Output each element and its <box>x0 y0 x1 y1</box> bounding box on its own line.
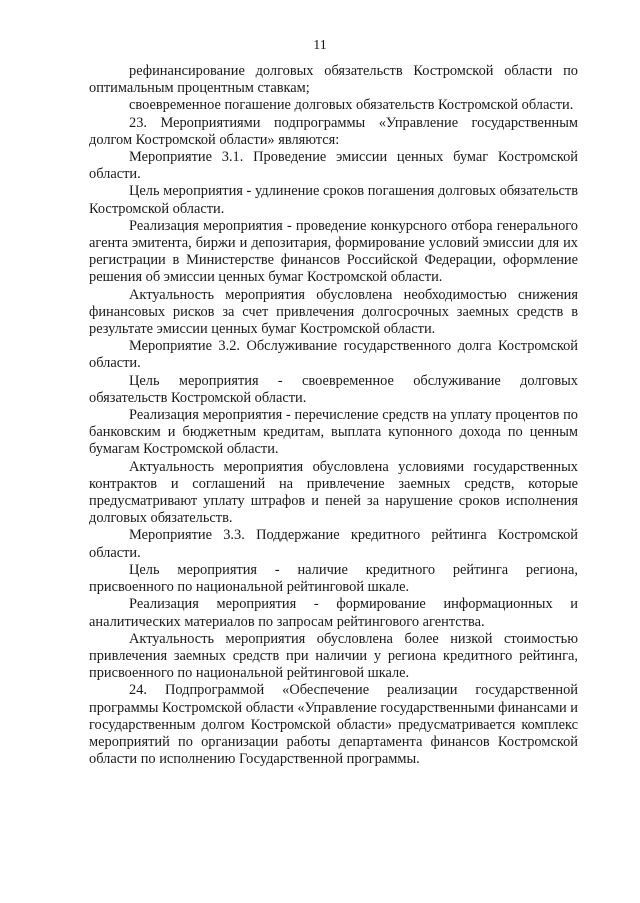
paragraph-measure-3-2: Мероприятие 3.2. Обслуживание государственного долга Костромской области. <box>89 338 578 372</box>
paragraph-measure-3-3-relevance: Актуальность мероприятия обусловлена более низкой стоимостью привлечения заемных средств при наличии у региона кредитного рейтинга, присвоенного по национальной рейтинговой шкале. <box>89 630 578 682</box>
document-body <box>89 63 578 768</box>
paragraph-measure-3-1-relevance: Актуальность мероприятия обусловлена необходимостью снижения финансовых рисков за счет привлечения долгосрочных заемных средств в результате эмиссии ценных бумаг Костромской области. <box>89 286 578 338</box>
paragraph-measure-3-1-goal: Цель мероприятия - удлинение сроков погашения долговых обязательств Костромской области. <box>89 183 578 217</box>
paragraph-measure-3-2-implementation: Реализация мероприятия - перечисление средств на уплату процентов по банковским и бюджетным кредитам, выплата купонного дохода по ценным бумагам Костромской области. <box>89 407 578 458</box>
paragraph-refinancing: рефинансирование долговых обязательств Костромской области по оптимальным процентным ставкам; <box>89 63 578 97</box>
paragraph-measure-3-2-goal: Цель мероприятия - своевременное обслуживание долговых обязательств Костромской области. <box>89 372 578 406</box>
page-number: 11 <box>313 38 327 53</box>
paragraph-measure-3-1-implementation: Реализация мероприятия - проведение конкурсного отбора генерального агента эмитента, биржи и депозитария, формирование условий эмиссии для их регистрации в Министерстве финансов Российской Федерации, оформление решения об эмиссии ценных бумаг Костромской области. <box>89 217 578 286</box>
paragraph-item-24: 24. Подпрограммой «Обеспечение реализации государственной программы Костромской области «Управление государственными финансами и государственным долгом Костромской области» предусматривается комплекс мероприятий по организации работы департамента финансов Костромской области по исполнению Государственной программы. <box>89 682 578 768</box>
paragraph-timely-repayment: своевременное погашение долговых обязательств Костромской области. <box>129 97 574 114</box>
paragraph-measure-3-3-goal: Цель мероприятия - наличие кредитного рейтинга региона, присвоенного по национальной рейтинговой шкале. <box>89 561 578 596</box>
paragraph-measure-3-2-relevance: Актуальность мероприятия обусловлена условиями государственных контрактов и соглашений на привлечение заемных средств, которые предусматривают уплату штрафов и пеней за нарушение сроков исполнения долговых обязательств. <box>89 458 578 527</box>
paragraph-measure-3-1: Мероприятие 3.1. Проведение эмиссии ценных бумаг Костромской области. <box>89 149 578 183</box>
paragraph-item-23: 23. Мероприятиями подпрограммы «Управление государственным долгом Костромской области» являются: <box>89 114 578 148</box>
paragraph-measure-3-3: Мероприятие 3.3. Поддержание кредитного рейтинга Костромской области. <box>89 527 578 561</box>
paragraph-measure-3-3-implementation: Реализация мероприятия - формирование информационных и аналитических материалов по запросам рейтингового агентства. <box>89 596 578 630</box>
